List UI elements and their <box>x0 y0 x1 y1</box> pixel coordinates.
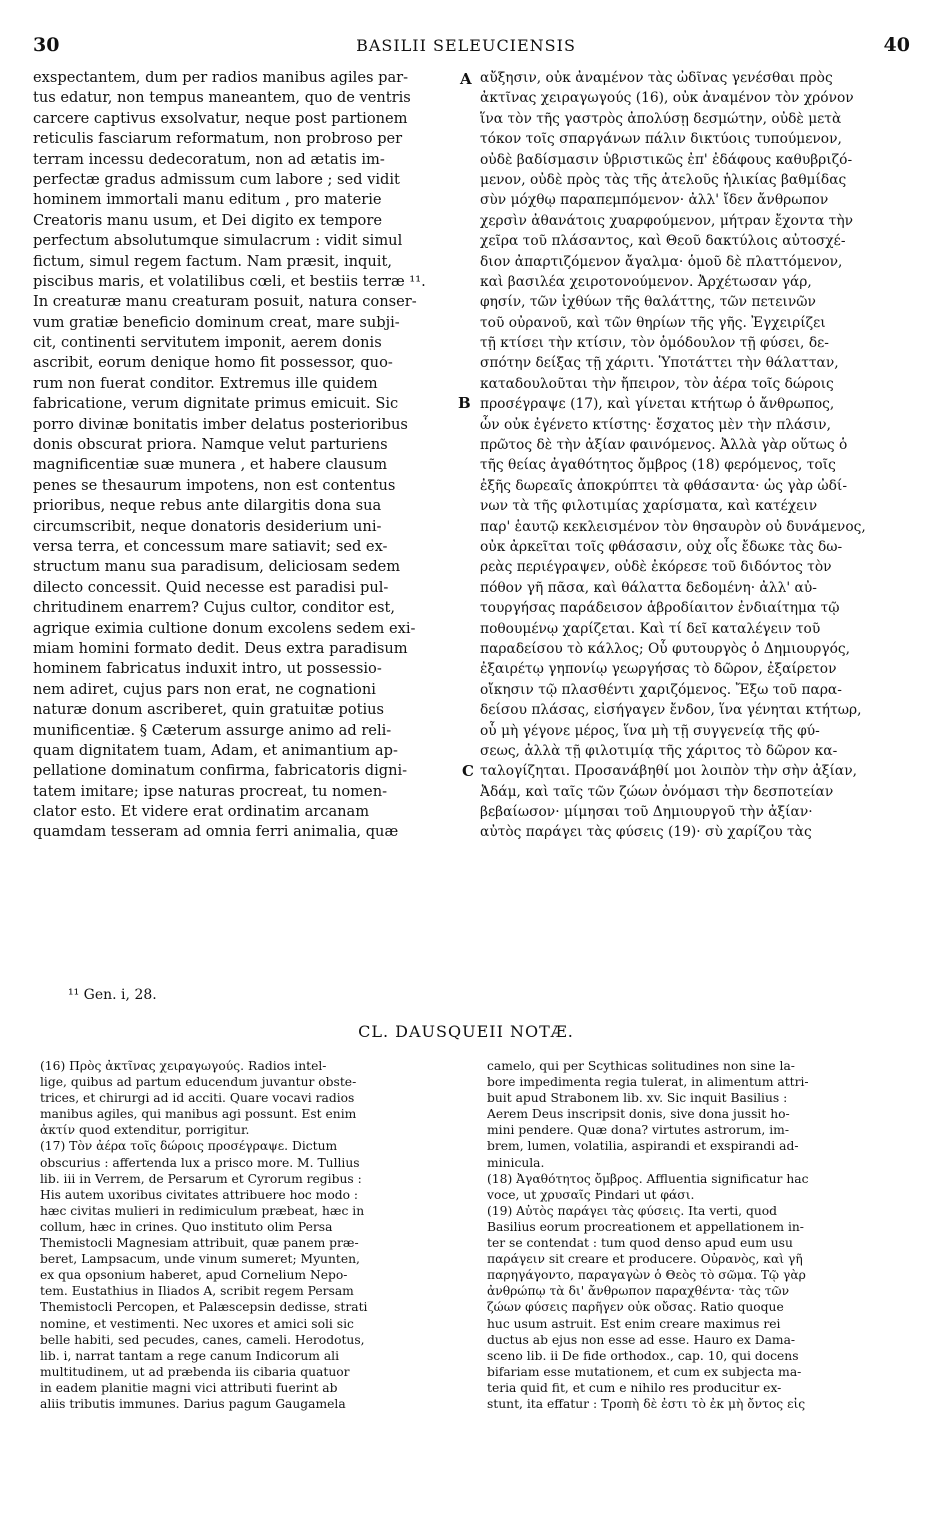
note-text-line: manibus agiles, qui manibus agi possunt. Est enim <box>40 1107 357 1122</box>
note-text-line: mini pendere. Quæ dona? virtutes astrorum, im- <box>487 1123 789 1138</box>
greek-text-line: ἀκτῖνας χειραγωγούς (16), οὐκ ἀναμένον τὸν χρόνον <box>480 90 854 107</box>
note-text-line: ἀκτίν quod extenditur, porrigitur. <box>40 1123 250 1138</box>
greek-text-line: τόκον τοῖς σπαργάνων πάλιν δικτύοις τυπούμενον, <box>480 131 842 148</box>
greek-text-line: πόθον γῆ πᾶσα, καὶ θάλαττα δεδομένη· ἀλλ' αὐ- <box>480 579 817 596</box>
latin-text-line: miam homini formato dedit. Deus extra paradisum <box>33 639 408 657</box>
latin-text-line: fictum, simul regem factum. Nam præsit, inquit, <box>33 252 392 270</box>
page-number-left: 30 <box>33 34 60 56</box>
note-text-line: minicula. <box>487 1155 545 1170</box>
greek-text-line: ταλογίζηται. Προσανάβηθί μοι λοιπὸν τὴν σὴν ἀξίαν, <box>480 763 857 780</box>
note-text-line: hæc civitas mulieri in redimiculum præbeat, hæc in <box>40 1203 365 1218</box>
latin-text-line: Creatoris manu usum, et Dei digito ex tempore <box>33 211 382 229</box>
latin-text-line: cit, continenti servitutem imponit, aerem donis <box>33 334 382 352</box>
note-text-line: tem. Eustathius in Iliados A, scribit regem Persam <box>40 1284 354 1299</box>
greek-text-line: χερσὶν ἀθανάτοις χυαρφούμενον, μήτραν ἔχοντα τὴν <box>480 212 853 229</box>
greek-text-line: ἐξῆς δωρεαῖς ἀποκρύπτει τὰ φθάσαντα· ὡς γὰρ ὠδί- <box>480 477 848 494</box>
note-text-line: (17) Τὸν ἀέρα τοῖς δώροις προσέγραψε. Dictum <box>40 1139 338 1154</box>
note-text-line: aliis tributis immunes. Darius pagum Gaugamela <box>40 1396 346 1411</box>
greek-text-line: τοῦ οὐρανοῦ, καὶ τῶν θηρίων τῆς γῆς. Ἐγχειρίζει <box>480 314 826 331</box>
latin-text-line: dilecto concessit. Quid necesse est paradisi pul- <box>33 578 389 596</box>
note-text-line: huc usum astruit. Est enim creare maximus rei <box>487 1316 781 1331</box>
note-text-line: obscurius : affertenda lux a prisco more. M. Tullius <box>40 1155 360 1170</box>
greek-text-line: καὶ βασιλέα χειροτονούμενον. Ἀρχέτωσαν γάρ, <box>480 273 812 290</box>
margin-letter-b: B <box>458 394 471 412</box>
latin-text-line: prioribus, neque rebus ante dilargitis dona sua <box>33 497 382 515</box>
note-text-line: (16) Πρὸς ἀκτῖνας χειραγωγούς. Radios intel- <box>40 1059 327 1073</box>
greek-text-line: καταδουλοῦται τὴν ἤπειρον, τὸν ἀέρα τοῖς δώροις <box>480 375 834 392</box>
latin-text-line: ascribit, eorum denique homo fit possessor, quo- <box>33 354 393 372</box>
page-header <box>0 34 932 62</box>
greek-text-line: οὐκ ἀρκεῖται τοῖς φθάσασιν, οὐχ οἷς ἔδωκε τὰς δω- <box>480 538 843 555</box>
margin-letter-a: A <box>460 70 472 88</box>
note-text-line: παρηγάγοντο, παραγαγὼν ὁ Θεὸς τὸ σῶμα. Τῷ γὰρ <box>487 1268 806 1283</box>
note-text-line: Basilius eorum procreationem et appellationem in- <box>487 1219 804 1234</box>
greek-text-line: παρ' ἑαυτῷ κεκλεισμένον τὸν θησαυρὸν οὐ δυνάμενος, <box>480 518 866 535</box>
latin-text-line: clator esto. Et videre erat ordinatim arcanam <box>33 803 370 821</box>
latin-text-line: quamdam tesseram ad omnia ferri animalia, quæ <box>33 823 399 841</box>
note-text-line: Themistocli Magnesiam attribuit, quæ panem præ- <box>40 1236 359 1251</box>
note-text-line: παράγειν sit creare et producere. Οὐρανὸς, καὶ γῆ <box>487 1252 803 1267</box>
greek-column <box>480 68 910 843</box>
greek-text-line: πρῶτος δὲ τὴν ἀξίαν φαινόμενος. Ἀλλὰ γὰρ οὕτως ὁ <box>480 437 848 454</box>
greek-text-line: προσέγραψε (17), καὶ γίνεται κτήτωρ ὁ ἄνθρωπος, <box>480 396 835 413</box>
note-text-line: ἀνθρώπῳ τὰ δι' ἄνθρωπον παραχθέντα· τὰς τῶν <box>487 1284 790 1299</box>
greek-text-line: χεῖρα τοῦ πλάσαντος, καὶ Θεοῦ δακτύλοις αὐτοσχέ- <box>480 233 846 250</box>
note-text-line: ductus ab ejus non esse ad esse. Hauro ex Dama- <box>487 1332 796 1347</box>
latin-text-line: naturæ donum ascriberet, quin gratuitæ potius <box>33 701 385 719</box>
greek-text-line: δείσου πλάσας, εἰσήγαγεν ἔνδον, ἵνα γένηται κτήτωρ, <box>480 702 862 719</box>
greek-text-line: σεως, ἀλλὰ τῇ φιλοτιμίᾳ τῆς χάριτος τὸ δῶρον κα- <box>480 742 838 759</box>
latin-text-line: hominem fabricatus induxit intro, ut possessio- <box>33 660 382 678</box>
latin-text-line: structum manu sua paradisum, deliciosam sedem <box>33 558 401 576</box>
note-text-line: lige, quibus ad partum educendum juvantur obste- <box>40 1075 357 1090</box>
notes-right-column <box>487 1058 912 1412</box>
latin-text-line: tatem imitare; ipse naturas procreat, tu nomen- <box>33 782 388 800</box>
latin-text-line: donis obscurat priora. Namque velut parturiens <box>33 436 388 454</box>
latin-text-line: piscibus maris, et volatilibus cœli, et bestiis terræ ¹¹. <box>33 272 426 290</box>
latin-column <box>33 68 457 843</box>
greek-text-line: αὔξησιν, οὐκ ἀναμένον τὰς ὠδῖνας γενέσθαι πρὸς <box>480 70 833 86</box>
latin-text-line: reticulis fasciarum reformatum, non probroso per <box>33 130 403 148</box>
footnote: ¹¹ Gen. i, 28. <box>68 987 157 1003</box>
note-text-line: sceno lib. ii De fide orthodox., cap. 10, qui docens <box>487 1348 799 1363</box>
note-text-line: brem, lumen, volatilia, aspirandi et exspirandi ad- <box>487 1139 799 1154</box>
greek-text-line: οὗ μὴ γέγονε μέρος, ἵνα μὴ τῇ συγγενείᾳ τῆς φύ- <box>480 722 820 739</box>
note-text-line: lib. iii in Verrem, de Persarum et Cyrorum regibus : <box>40 1171 362 1186</box>
greek-text-line: ποθουμένῳ χαρίζεται. Καὶ τί δεῖ καταλέγειν τοῦ <box>480 620 821 637</box>
greek-text-line: φησίν, τῶν ἰχθύων τῆς θαλάττης, τῶν πετεινῶν <box>480 294 816 311</box>
running-title: BASILII SELEUCIENSIS <box>356 36 576 55</box>
page-number-right: 40 <box>883 34 910 56</box>
greek-text-line: νων τὰ τῆς φιλοτιμίας χαρίσματα, καὶ κατέχειν <box>480 498 818 515</box>
greek-text-line: αὐτὸς παράγει τὰς φύσεις (19)· σὺ χαρίζου τὰς <box>480 824 812 841</box>
latin-text-line: terram incessu dedecoratum, non ad ætatis im- <box>33 150 385 168</box>
greek-text-line: σὺν μόχθῳ παραπεμπόμενον· ἀλλ' ἴδεν ἄνθρωπον <box>480 192 829 209</box>
note-text-line: beret, Lampsacum, unde vinum sumeret; Myunten, <box>40 1252 360 1267</box>
note-text-line: bore impedimenta regia tulerat, in alimentum attri- <box>487 1075 809 1090</box>
note-text-line: camelo, qui per Scythicas solitudines non sine la- <box>487 1059 795 1073</box>
note-text-line: ter se contendat : tum quod denso apud eum usu <box>487 1236 793 1251</box>
note-text-line: lib. i, narrat tantam a rege canum Indicorum ali <box>40 1348 340 1363</box>
greek-text-line: ἵνα τὸν τῆς γαστρὸς ἀπολύσῃ δεσμώτην, οὐδὲ μετὰ <box>480 110 842 127</box>
note-text-line: (19) Αὐτὸς παράγει τὰς φύσεις. Ita verti, quod <box>487 1203 778 1218</box>
greek-text-line: οἴκησιν τῷ πλασθέντι χαριζόμενος. Ἔξω τοῦ παρα- <box>480 681 842 698</box>
greek-text-line: ὧν οὐκ ἐγένετο κτίστης· ἔσχατος μὲν τὴν πλάσιν, <box>480 416 831 433</box>
latin-text-line: penes se thesaurum impotens, non est contentus <box>33 476 396 494</box>
latin-text-line: carcere captivus exsolvatur, neque post partionem <box>33 109 408 127</box>
latin-text-line: circumscribit, neque donatoris desiderium uni- <box>33 517 382 535</box>
greek-text-line: μενον, οὐδὲ πρὸς τὰς τῆς ἀτελοῦς ἡλικίας βαθμίδας <box>480 171 847 188</box>
note-text-line: nomine, et vestimenti. Nec uxores et amici soli sic <box>40 1316 354 1331</box>
latin-text-line: agrique eximia cultione donum excolens sedem exi- <box>33 619 416 637</box>
greek-text-line: οὐδὲ βαδίσμασιν ὑβριστικῶς ἐπ' ἐδάφους καθυβριζό- <box>480 151 853 168</box>
greek-text-line: ρεὰς περιέγραψεν, οὐδὲ ἐκόρεσε τοῦ διδόντος τὸν <box>480 559 832 576</box>
greek-text-line: Ἀδάμ, καὶ ταῖς τῶν ζώων ὀνόμασι τὴν δεσποτείαν <box>480 783 834 800</box>
notes-left-column <box>40 1058 464 1412</box>
latin-text-line: quam dignitatem tuam, Adam, et animantium ap- <box>33 741 398 759</box>
note-text-line: ζώων φύσεις παρῆγεν οὐκ οὔσας. Ratio quoque <box>487 1300 784 1315</box>
note-text-line: collum, hæc in crines. Quo instituto olim Persa <box>40 1219 333 1234</box>
greek-text-line: τῇ κτίσει τὴν κτίσιν, τὸν ὁμόδουλον τῇ φύσει, δε- <box>480 335 829 352</box>
latin-text-line: In creaturæ manu creaturam posuit, natura conser- <box>33 293 417 311</box>
note-text-line: bifariam esse mutationem, et cum ex subjecta ma- <box>487 1364 802 1379</box>
greek-text-line: τῆς θείας ἀγαθότητος ὄμβρος (18) φερόμενος, τοῖς <box>480 457 836 474</box>
greek-text-line: ἐξαιρέτῳ γηπονίῳ γεωργήσας τὸ δῶρον, ἐξαίρετον <box>480 661 837 678</box>
latin-text-line: tus edatur, non tempus maneantem, quo de ventris <box>33 89 411 107</box>
latin-text-line: munificentiæ. § Cæterum assurge animo ad reli- <box>33 721 392 739</box>
note-text-line: belle habiti, sed pecudes, canes, cameli. Herodotus, <box>40 1332 365 1347</box>
latin-text-line: perfectum absolutumque simulacrum : vidit simul <box>33 232 403 250</box>
latin-text-line: magnificentiæ suæ munera , et habere clausum <box>33 456 388 474</box>
note-text-line: in eadem planitie magni vici attributi fuerint ab <box>40 1380 338 1395</box>
greek-text-line: βεβαίωσον· μίμησαι τοῦ Δημιουργοῦ τὴν ἀξίαν· <box>480 804 813 821</box>
note-text-line: buit apud Strabonem lib. xv. Sic inquit Basilius : <box>487 1091 788 1106</box>
note-text-line: Themistocli Percopen, et Palæscepsin dedisse, strati <box>40 1300 368 1315</box>
greek-text-line: διον ἀπαρτιζόμενον ἄγαλμα· ὁμοῦ δὲ πλαττόμενον, <box>480 253 843 270</box>
note-text-line: His autem uxoribus civitates attribuere hoc modo : <box>40 1187 359 1202</box>
latin-text-line: exspectantem, dum per radios manibus agiles par- <box>33 69 409 86</box>
note-text-line: voce, ut χρυσαῖς Pindari ut φάσι. <box>487 1187 695 1202</box>
note-text-line: ex qua opsonium haberet, apud Cornelium Nepo- <box>40 1268 348 1283</box>
latin-text-line: nem adiret, cujus pars non erat, ne cognationi <box>33 680 376 698</box>
greek-text-line: σπότην δείξας τῇ χάριτι. Ὑποτάττει τὴν θάλατταν, <box>480 355 839 372</box>
latin-text-line: pellatione dominatum confirma, fabricatoris digni- <box>33 762 408 780</box>
latin-text-line: porro divinæ bonitatis imber delatus posterioribus <box>33 415 408 433</box>
latin-text-line: vum gratiæ beneficio dominum creat, mare subji- <box>33 313 400 331</box>
latin-text-line: fabricatione, verum dignitate primus emicuit. Sic <box>33 395 399 413</box>
note-text-line: multitudinem, ut ad præbenda iis cibaria quatuor <box>40 1364 350 1379</box>
latin-text-line: versa terra, et concessum mare satiavit; sed ex- <box>33 537 388 555</box>
greek-text-line: τουργήσας παράδεισον ἁβροδίαιτον ἐνδιαίτημα τῷ <box>480 600 840 617</box>
latin-text-line: hominem immortali manu editum , pro materie <box>33 191 382 209</box>
margin-letter-c: C <box>462 762 474 780</box>
greek-text-line: παραδείσου τὸ κάλλος; Οὗ φυτουργὸς ὁ Δημιουργός, <box>480 640 850 657</box>
note-text-line: trices, et chirurgi ad id acciti. Quare vocavi radios <box>40 1091 355 1106</box>
note-text-line: (18) Ἀγαθότητος ὄμβρος. Affluentia significatur hac <box>487 1171 809 1186</box>
note-text-line: Aerem Deus inscripsit donis, sive dona jussit ho- <box>487 1107 790 1122</box>
latin-text-line: rum non fuerat conditor. Extremus ille quidem <box>33 374 378 392</box>
note-text-line: teria quid fit, et cum e nihilo res producitur ex- <box>487 1380 782 1395</box>
notes-title: CL. DAUSQUEII NOTÆ. <box>358 1022 574 1041</box>
note-text-line: stunt, ita effatur : Τροπὴ δὲ ἐστι τὸ ἐκ μὴ ὄντος εἰς <box>487 1396 806 1411</box>
latin-text-line: chritudinem enarrem? Cujus cultor, conditor est, <box>33 599 396 617</box>
latin-text-line: perfectæ gradus admissum cum labore ; sed vidit <box>33 170 400 188</box>
